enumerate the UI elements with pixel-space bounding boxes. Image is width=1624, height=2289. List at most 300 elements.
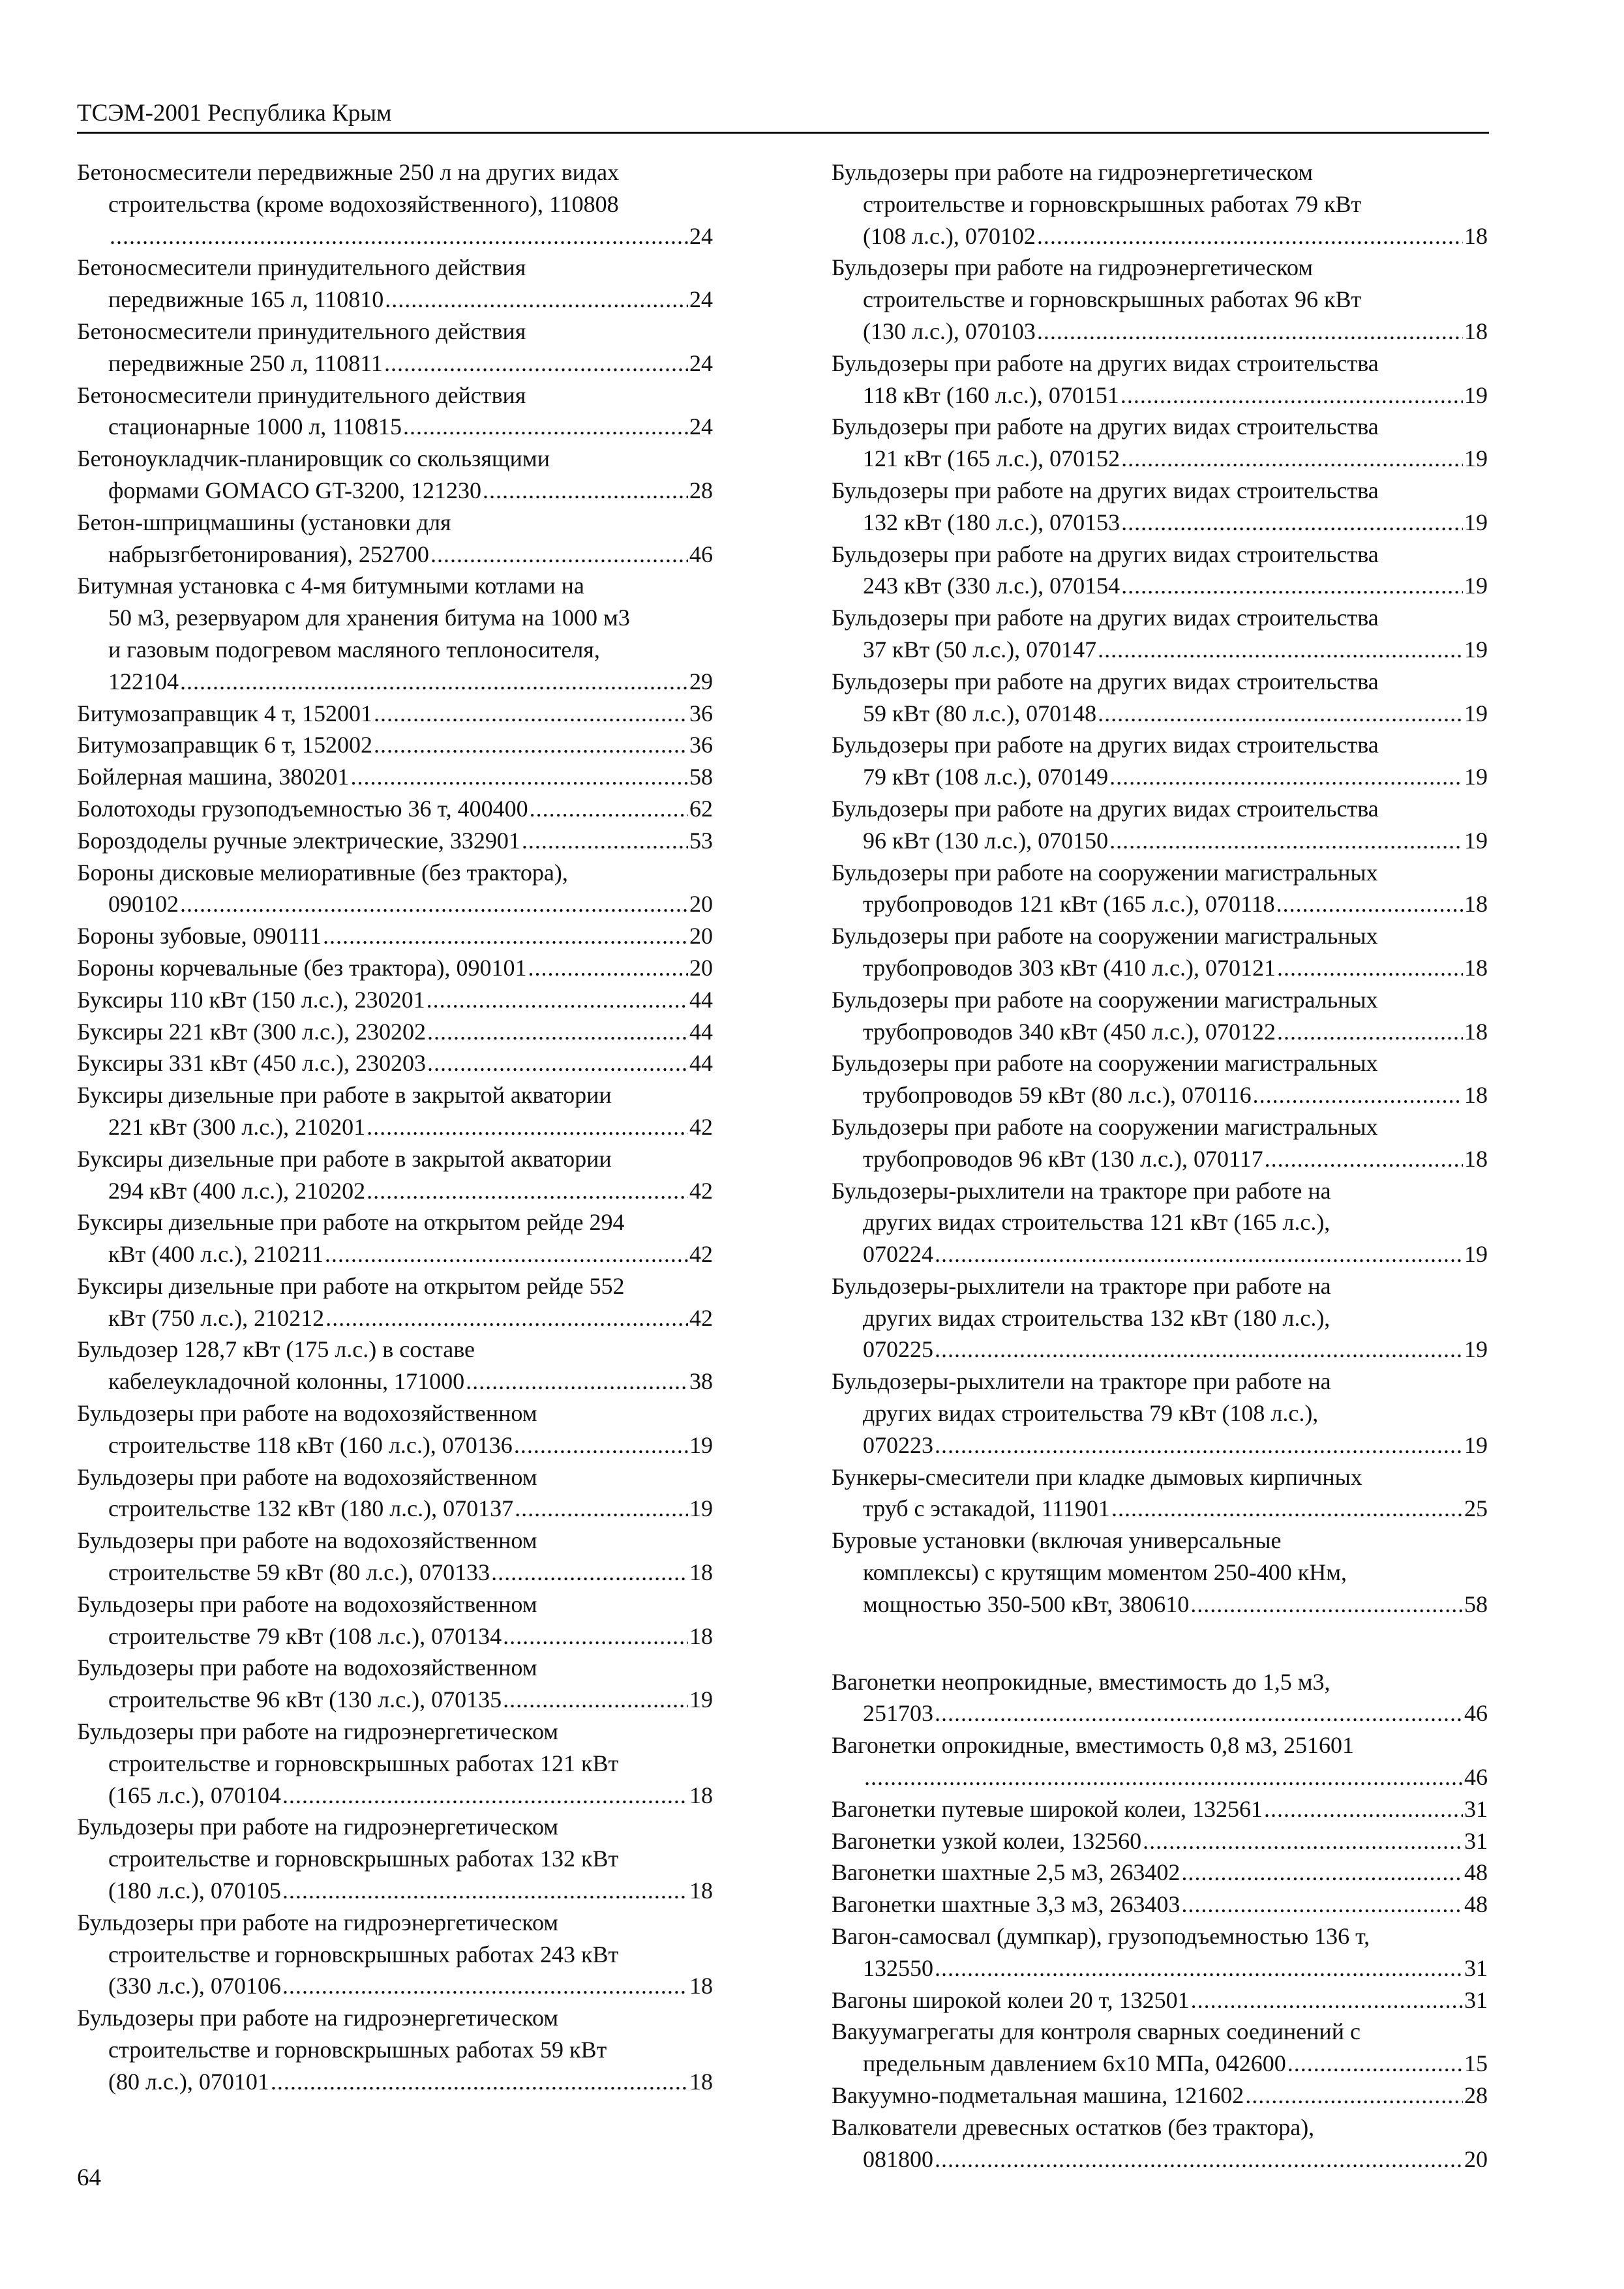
index-entry-last-line bbox=[832, 1589, 1488, 1621]
index-entry bbox=[77, 698, 713, 730]
index-entry-text: Вагон-самосвал (думпкар), грузоподъемностью 136 т, bbox=[832, 1923, 1370, 1950]
index-entry bbox=[77, 1143, 713, 1207]
dot-leader bbox=[483, 475, 688, 507]
dot-leader bbox=[935, 1429, 1463, 1461]
index-entry-text: Бульдозеры при работе на гидроэнергетическом bbox=[77, 1909, 559, 1936]
index-entry-last-line bbox=[77, 698, 713, 730]
index-entry-page: 28 bbox=[689, 477, 713, 503]
index-entry-text: других видах строительства 79 кВт (108 л.с.), bbox=[863, 1400, 1319, 1427]
index-entry bbox=[77, 1047, 713, 1079]
index-entry-text: и газовым подогревом масляного теплоносителя, bbox=[108, 636, 600, 663]
index-entry-text: Бульдозеры при работе на сооружении магистральных bbox=[832, 859, 1378, 886]
index-entry-text: (165 л.с.), 070104 bbox=[108, 1782, 281, 1808]
index-entry-page: 19 bbox=[1464, 636, 1488, 663]
index-entry-page: 18 bbox=[689, 1623, 713, 1649]
index-entry bbox=[77, 825, 713, 857]
dot-leader bbox=[1245, 2080, 1463, 2112]
index-entry bbox=[77, 952, 713, 984]
index-entry-page: 36 bbox=[689, 700, 713, 726]
index-entry bbox=[77, 570, 713, 697]
index-entry-text: Бульдозеры при работе на других видах строительства bbox=[832, 668, 1379, 695]
index-entry bbox=[77, 761, 713, 793]
index-entry-last-line bbox=[77, 348, 713, 380]
dot-leader bbox=[935, 1334, 1463, 1366]
index-entry-text: Буровые установки (включая универсальные bbox=[832, 1527, 1282, 1554]
dot-leader bbox=[935, 1238, 1463, 1270]
index-entry-text: 070224 bbox=[863, 1241, 933, 1268]
index-entry-last-line bbox=[77, 761, 713, 793]
index-entry-last-line bbox=[77, 1557, 713, 1589]
index-entry-page: 18 bbox=[1464, 222, 1488, 249]
index-entry-text: 090102 bbox=[108, 891, 179, 918]
index-entry-text: 070223 bbox=[863, 1431, 933, 1458]
index-entry-text: кабелеукладочной колонны, 171000 bbox=[108, 1368, 465, 1395]
index-entry bbox=[832, 475, 1488, 539]
index-entry-text: Бульдозеры при работе на водохозяйственном bbox=[77, 1654, 537, 1681]
index-entry-last-line bbox=[77, 284, 713, 316]
index-entry-text: 59 кВт (80 л.с.), 070148 bbox=[863, 700, 1097, 726]
index-entry-text: комплексы) с крутящим моментом 250-400 кНм, bbox=[863, 1559, 1347, 1586]
index-entry bbox=[832, 539, 1488, 603]
index-entry-page: 20 bbox=[1464, 2146, 1488, 2172]
index-entry-last-line bbox=[77, 220, 713, 252]
index-entry bbox=[832, 1825, 1488, 1857]
index-entry-text: Вагонетки путевые широкой колеи, 132561 bbox=[832, 1795, 1263, 1822]
index-entry-text: формами GOMACO GT-3200, 121230 bbox=[108, 477, 482, 503]
dot-leader bbox=[515, 1493, 688, 1525]
index-entry-text: Бульдозеры при работе на сооружении магистральных bbox=[832, 923, 1378, 950]
dot-leader bbox=[1121, 507, 1463, 539]
index-entry-text: Бульдозеры при работе на сооружении магистральных bbox=[832, 1113, 1378, 1140]
index-entry bbox=[832, 1921, 1488, 1984]
index-entry-text: трубопроводов 121 кВт (165 л.с.), 070118 bbox=[863, 891, 1275, 918]
index-entry-last-line bbox=[77, 475, 713, 507]
index-entry-text: Болотоходы грузоподъемностью 36 т, 400400 bbox=[77, 795, 528, 822]
index-entry-page: 19 bbox=[1464, 700, 1488, 726]
dot-leader bbox=[1111, 1493, 1463, 1525]
index-entry-page: 31 bbox=[1464, 1986, 1488, 2013]
page-number: 64 bbox=[77, 2164, 101, 2191]
index-entry-page: 15 bbox=[1464, 2050, 1488, 2077]
section-gap bbox=[832, 1621, 1488, 1666]
index-entry-last-line bbox=[77, 920, 713, 952]
index-entry-text: других видах строительства 121 кВт (165 л.с.), bbox=[863, 1209, 1331, 1236]
index-entry-page: 29 bbox=[689, 668, 713, 695]
index-entry-last-line bbox=[77, 793, 713, 825]
index-entry-text: Бульдозеры при работе на других видах строительства bbox=[832, 477, 1379, 503]
dot-leader bbox=[427, 1016, 688, 1048]
index-entry-text: Бульдозеры при работе на водохозяйственном bbox=[77, 1400, 537, 1427]
index-entry-last-line bbox=[832, 1493, 1488, 1525]
index-entry-text: Вагонетки узкой колеи, 132560 bbox=[832, 1827, 1142, 1854]
index-entry-page: 18 bbox=[1464, 1145, 1488, 1172]
index-entry-text: строительстве и горновскрышных работах 79 кВт bbox=[863, 190, 1362, 217]
dot-leader bbox=[522, 825, 688, 857]
index-entry-text: строительства (кроме водохозяйственного), 110808 bbox=[108, 190, 619, 217]
index-entry-text: Бульдозеры-рыхлители на тракторе при работе на bbox=[832, 1177, 1331, 1204]
index-entry bbox=[77, 793, 713, 825]
dot-leader bbox=[1121, 443, 1463, 475]
index-entry bbox=[832, 666, 1488, 730]
index-entry-text: Буксиры дизельные при работе на открытом рейде 294 bbox=[77, 1209, 625, 1236]
index-entry-text: передвижные 165 л, 110810 bbox=[108, 286, 384, 313]
index-entry-last-line bbox=[832, 1857, 1488, 1889]
dot-leader bbox=[430, 539, 688, 571]
index-entry-text: Буксиры 110 кВт (150 л.с.), 230201 bbox=[77, 986, 425, 1013]
index-entry-text: Вагонетки шахтные 2,5 м3, 263402 bbox=[832, 1859, 1180, 1886]
index-entry-last-line bbox=[832, 570, 1488, 602]
index-entry-last-line bbox=[832, 1698, 1488, 1729]
index-entry-text: (130 л.с.), 070103 bbox=[863, 318, 1036, 344]
index-entry-last-line bbox=[77, 1621, 713, 1653]
index-entry bbox=[77, 1270, 713, 1334]
index-entry-text: (80 л.с.), 070101 bbox=[108, 2068, 269, 2095]
dot-leader bbox=[282, 1875, 688, 1907]
index-entry-last-line bbox=[832, 316, 1488, 348]
index-entry-text: Бетоносмесители принудительного действия bbox=[77, 254, 526, 281]
index-entry-text: Буксиры 331 кВт (450 л.с.), 230203 bbox=[77, 1050, 426, 1077]
index-entry bbox=[832, 2112, 1488, 2176]
index-entry bbox=[832, 1889, 1488, 1921]
dot-leader bbox=[1277, 952, 1463, 984]
index-entry-text: Битумозаправщик 6 т, 152002 bbox=[77, 732, 372, 758]
index-entry bbox=[77, 380, 713, 443]
dot-leader bbox=[1037, 220, 1463, 252]
dot-leader bbox=[514, 1429, 688, 1461]
index-entry-text: строительстве 79 кВт (108 л.с.), 070134 bbox=[108, 1623, 502, 1649]
index-entry-text: 070225 bbox=[863, 1336, 933, 1363]
index-entry-text: кВт (400 л.с.), 210211 bbox=[108, 1241, 323, 1268]
index-entry-page: 28 bbox=[1464, 2082, 1488, 2109]
index-entry bbox=[77, 920, 713, 952]
dot-leader bbox=[374, 698, 688, 730]
index-entry-last-line bbox=[832, 443, 1488, 475]
index-entry-page: 42 bbox=[689, 1241, 713, 1268]
index-entry-text: Бульдозеры при работе на других видах строительства bbox=[832, 795, 1379, 822]
index-entry-page: 18 bbox=[1464, 954, 1488, 981]
index-entry-last-line bbox=[832, 1429, 1488, 1461]
index-entry-last-line bbox=[832, 1238, 1488, 1270]
dot-leader bbox=[367, 1111, 688, 1143]
index-entry-text: строительстве и горновскрышных работах 59 кВт bbox=[108, 2037, 607, 2063]
index-entry-text: Бульдозеры при работе на водохозяйственном bbox=[77, 1463, 537, 1490]
index-entry-page: 44 bbox=[689, 1050, 713, 1077]
dot-leader bbox=[503, 1621, 688, 1653]
index-entry-text: Бульдозеры при работе на гидроэнергетическом bbox=[77, 1814, 559, 1840]
index-entry-text: строительстве и горновскрышных работах 132 кВт bbox=[108, 1846, 619, 1872]
index-entry bbox=[77, 1461, 713, 1525]
index-entry-text: 122104 bbox=[108, 668, 179, 695]
index-entry bbox=[832, 1270, 1488, 1366]
dot-leader bbox=[1121, 570, 1463, 602]
index-entry-last-line bbox=[77, 984, 713, 1016]
index-entry-last-line bbox=[832, 2048, 1488, 2080]
index-entry-last-line bbox=[77, 539, 713, 571]
index-entry-page: 31 bbox=[1464, 1795, 1488, 1822]
index-entry-text: Вагоны широкой колеи 20 т, 132501 bbox=[832, 1986, 1190, 2013]
index-entry bbox=[77, 1652, 713, 1716]
index-entry bbox=[832, 2016, 1488, 2080]
index-entry-text: строительстве 59 кВт (80 л.с.), 070133 bbox=[108, 1559, 490, 1586]
index-entry-last-line bbox=[832, 1079, 1488, 1111]
dot-leader bbox=[427, 984, 688, 1016]
index-entry bbox=[77, 1811, 713, 1906]
index-entry-page: 20 bbox=[689, 891, 713, 918]
index-entry-page: 19 bbox=[689, 1686, 713, 1713]
index-entry-page: 18 bbox=[689, 1973, 713, 1999]
index-entry-page: 19 bbox=[1464, 1336, 1488, 1363]
index-entry-last-line bbox=[77, 2066, 713, 2098]
dot-leader bbox=[1143, 1825, 1463, 1857]
dot-leader bbox=[1037, 316, 1463, 348]
index-entry-last-line bbox=[832, 634, 1488, 666]
dot-leader bbox=[1181, 1889, 1463, 1921]
index-entry-page: 58 bbox=[1464, 1591, 1488, 1617]
index-entry-page: 19 bbox=[1464, 1431, 1488, 1458]
index-entry-last-line bbox=[77, 411, 713, 443]
index-entry-text: Бороздоделы ручные электрические, 332901 bbox=[77, 827, 520, 854]
index-entry bbox=[832, 920, 1488, 984]
dot-leader bbox=[323, 920, 688, 952]
index-entry-text: Бороны зубовые, 090111 bbox=[77, 923, 322, 950]
index-entry-text: 081800 bbox=[863, 2146, 933, 2172]
dot-leader bbox=[1120, 380, 1463, 411]
index-entry-text: (330 л.с.), 070106 bbox=[108, 1973, 281, 1999]
index-entry-text: трубопроводов 340 кВт (450 л.с.), 070122 bbox=[863, 1018, 1276, 1045]
index-entry-last-line bbox=[77, 952, 713, 984]
index-entry-page: 24 bbox=[689, 350, 713, 376]
index-entry-text: трубопроводов 59 кВт (80 л.с.), 070116 bbox=[863, 1082, 1252, 1109]
index-entry-text: набрызгбетонирования), 252700 bbox=[108, 541, 429, 567]
index-entry-last-line bbox=[77, 1016, 713, 1048]
dot-leader bbox=[282, 1780, 688, 1812]
dot-leader bbox=[110, 220, 688, 252]
index-entry-text: Бункеры-смесители при кладке дымовых кирпичных bbox=[832, 1463, 1362, 1490]
dot-leader bbox=[384, 348, 688, 380]
index-entry-last-line bbox=[77, 666, 713, 698]
index-entry-text: Бульдозеры при работе на сооружении магистральных bbox=[832, 1050, 1378, 1077]
index-entry-last-line bbox=[832, 698, 1488, 730]
dot-leader bbox=[374, 729, 688, 761]
dot-leader bbox=[350, 761, 688, 793]
index-entry-page: 46 bbox=[689, 541, 713, 567]
index-entry-text: Вагонетки шахтные 3,3 м3, 263403 bbox=[832, 1891, 1180, 1918]
index-entry-page: 58 bbox=[689, 764, 713, 790]
index-entry-page: 19 bbox=[1464, 573, 1488, 599]
index-entry-text: Бетон-шприцмашины (установки для bbox=[77, 509, 451, 535]
index-entry bbox=[77, 252, 713, 316]
index-entry bbox=[77, 507, 713, 571]
dot-leader bbox=[1098, 698, 1463, 730]
index-entry-page: 24 bbox=[689, 222, 713, 249]
dot-leader bbox=[180, 666, 688, 698]
index-entry-text: Бетоносмесители передвижные 250 л на других видах bbox=[77, 159, 620, 185]
dot-leader bbox=[1109, 761, 1463, 793]
dot-leader bbox=[325, 1238, 688, 1270]
index-entry-text: 118 кВт (160 л.с.), 070151 bbox=[863, 382, 1119, 408]
index-entry bbox=[832, 348, 1488, 411]
index-column-right bbox=[832, 157, 1488, 2175]
index-entry-text: 96 кВт (130 л.с.), 070150 bbox=[863, 827, 1109, 854]
index-entry-last-line bbox=[77, 1366, 713, 1398]
dot-leader bbox=[180, 888, 688, 920]
index-entry-page: 19 bbox=[1464, 445, 1488, 472]
index-entry-text: трубопроводов 303 кВт (410 л.с.), 070121 bbox=[863, 954, 1276, 981]
index-entry-text: 132550 bbox=[863, 1954, 933, 1981]
dot-leader bbox=[1276, 888, 1463, 920]
dot-leader bbox=[1253, 1079, 1463, 1111]
index-entry-last-line bbox=[832, 2144, 1488, 2176]
index-entry-text: Бульдозеры при работе на водохозяйственном bbox=[77, 1591, 537, 1617]
index-entry bbox=[77, 984, 713, 1016]
index-entry-page: 19 bbox=[1464, 382, 1488, 408]
dot-leader bbox=[427, 1047, 688, 1079]
index-entry bbox=[832, 1857, 1488, 1889]
index-entry-text: Бульдозеры-рыхлители на тракторе при работе на bbox=[832, 1368, 1331, 1395]
index-entry bbox=[832, 1793, 1488, 1825]
index-entry-last-line bbox=[77, 888, 713, 920]
index-entry-text: Бороны дисковые мелиоративные (без трактора), bbox=[77, 859, 568, 886]
index-entry-text: строительстве и горновскрышных работах 243 кВт bbox=[108, 1941, 619, 1967]
dot-leader bbox=[403, 411, 688, 443]
index-entry-page: 46 bbox=[1464, 1700, 1488, 1727]
index-entry-text: строительстве 118 кВт (160 л.с.), 070136 bbox=[108, 1431, 513, 1458]
index-entry bbox=[77, 1398, 713, 1461]
dot-leader bbox=[466, 1366, 688, 1398]
index-entry-text: 243 кВт (330 л.с.), 070154 bbox=[863, 573, 1120, 599]
index-entry-text: Бетоноукладчик-планировщик со скользящими bbox=[77, 445, 550, 472]
index-entry bbox=[77, 729, 713, 761]
index-entry bbox=[832, 1525, 1488, 1620]
dot-leader bbox=[1109, 825, 1463, 857]
index-entry-last-line bbox=[832, 825, 1488, 857]
dot-leader bbox=[491, 1557, 688, 1589]
index-entry-page: 24 bbox=[689, 413, 713, 440]
index-entry bbox=[77, 2002, 713, 2097]
index-entry-last-line bbox=[77, 1970, 713, 2002]
index-entry-page: 48 bbox=[1464, 1891, 1488, 1918]
index-entry bbox=[77, 1589, 713, 1653]
index-entry-last-line bbox=[832, 1825, 1488, 1857]
index-entry-text: 221 кВт (300 л.с.), 210201 bbox=[108, 1113, 366, 1140]
dot-leader bbox=[1265, 1143, 1463, 1175]
index-entry-page: 19 bbox=[689, 1431, 713, 1458]
index-entry-last-line bbox=[832, 1143, 1488, 1175]
index-entry-text: Буксиры дизельные при работе в закрытой акватории bbox=[77, 1082, 612, 1109]
index-entry-text: 50 м3, резервуаром для хранения битума на 1000 м3 bbox=[108, 605, 630, 631]
index-entry-text: Бойлерная машина, 380201 bbox=[77, 764, 350, 790]
index-entry-text: Бетоносмесители принудительного действия bbox=[77, 382, 526, 408]
index-entry-last-line bbox=[832, 1016, 1488, 1048]
index-entry-last-line bbox=[832, 1952, 1488, 1984]
dot-leader bbox=[1098, 634, 1463, 666]
dot-leader bbox=[271, 2066, 688, 2098]
index-entry-page: 19 bbox=[1464, 764, 1488, 790]
index-entry-page: 31 bbox=[1464, 1827, 1488, 1854]
dot-leader bbox=[935, 1698, 1463, 1729]
index-entry-text: Бульдозеры при работе на гидроэнергетическом bbox=[832, 159, 1314, 185]
index-entry-text: Бульдозеры при работе на других видах строительства bbox=[832, 413, 1379, 440]
index-entry-text: Бульдозеры при работе на гидроэнергетическом bbox=[77, 2005, 559, 2031]
index-entry-last-line bbox=[77, 729, 713, 761]
index-entry-text: 121 кВт (165 л.с.), 070152 bbox=[863, 445, 1120, 472]
index-entry-page: 18 bbox=[1464, 891, 1488, 918]
index-entry bbox=[832, 1047, 1488, 1111]
index-entry-text: Валкователи древесных остатков (без трактора), bbox=[832, 2114, 1315, 2140]
index-entry-last-line bbox=[77, 1047, 713, 1079]
index-entry-text: предельным давлением 6x10 МПа, 042600 bbox=[863, 2050, 1286, 2077]
index-entry-last-line bbox=[832, 380, 1488, 411]
index-entry-text: Вакуумагрегаты для контроля сварных соединений с bbox=[832, 2018, 1361, 2045]
index-entry-last-line bbox=[77, 1175, 713, 1207]
index-entry bbox=[832, 729, 1488, 793]
index-entry-text: 132 кВт (180 л.с.), 070153 bbox=[863, 509, 1120, 535]
index-entry-text: строительстве и горновскрышных работах 96 кВт bbox=[863, 286, 1362, 313]
index-entry-last-line bbox=[77, 825, 713, 857]
index-entry bbox=[832, 2080, 1488, 2112]
index-entry-text: 251703 bbox=[863, 1700, 933, 1727]
index-entry bbox=[77, 1716, 713, 1811]
index-entry-text: Бороны корчевальные (без трактора), 090101 bbox=[77, 954, 527, 981]
index-entry-last-line bbox=[77, 1238, 713, 1270]
index-entry-page: 19 bbox=[1464, 509, 1488, 535]
index-entry-text: Вагонетки опрокидные, вместимость 0,8 м3, 251601 bbox=[832, 1732, 1354, 1759]
dot-leader bbox=[1191, 1984, 1463, 2016]
index-entry-last-line bbox=[77, 1493, 713, 1525]
index-entry bbox=[832, 1366, 1488, 1461]
dot-leader bbox=[1264, 1793, 1463, 1825]
index-entry bbox=[832, 252, 1488, 347]
index-entry-text: Битумная установка с 4-мя битумными котлами на bbox=[77, 573, 584, 599]
index-entry-page: 18 bbox=[689, 1878, 713, 1904]
index-entry-last-line bbox=[832, 761, 1488, 793]
index-entry-text: строительстве и горновскрышных работах 121 кВт bbox=[108, 1750, 619, 1776]
page-header bbox=[77, 95, 1489, 134]
index-entry-page: 18 bbox=[1464, 1082, 1488, 1109]
index-entry-page: 44 bbox=[689, 986, 713, 1013]
index-entry bbox=[832, 157, 1488, 252]
index-entry-page: 53 bbox=[689, 827, 713, 854]
index-entry bbox=[77, 316, 713, 380]
index-entry-last-line bbox=[832, 507, 1488, 539]
dot-leader bbox=[864, 1761, 1463, 1793]
dot-leader bbox=[325, 1302, 688, 1334]
index-entry-page: 36 bbox=[689, 732, 713, 758]
index-entry-text: 294 кВт (400 л.с.), 210202 bbox=[108, 1177, 366, 1204]
index-entry-page: 19 bbox=[1464, 1241, 1488, 1268]
index-entry-page: 46 bbox=[1464, 1764, 1488, 1791]
index-entry-page: 62 bbox=[689, 795, 713, 822]
index-entry-page: 38 bbox=[689, 1368, 713, 1395]
index-entry-text: (180 л.с.), 070105 bbox=[108, 1878, 281, 1904]
index-entry-text: Бульдозеры при работе на гидроэнергетическом bbox=[77, 1718, 559, 1745]
index-entry-text: (108 л.с.), 070102 bbox=[863, 222, 1036, 249]
index-entry-page: 20 bbox=[689, 954, 713, 981]
index-entry-page: 24 bbox=[689, 286, 713, 313]
index-entry-page: 48 bbox=[1464, 1859, 1488, 1886]
index-entry-text: Бульдозеры при работе на сооружении магистральных bbox=[832, 986, 1378, 1013]
index-entry-text: Буксиры дизельные при работе в закрытой акватории bbox=[77, 1145, 612, 1172]
index-entry bbox=[832, 602, 1488, 666]
index-entry-text: Бульдозеры при работе на других видах строительства bbox=[832, 350, 1379, 376]
index-entry-page: 18 bbox=[689, 1782, 713, 1808]
index-entry-text: Битумозаправщик 4 т, 152001 bbox=[77, 700, 372, 726]
index-entry-text: кВт (750 л.с.), 210212 bbox=[108, 1304, 325, 1331]
index-entry-text: Вагонетки неопрокидные, вместимость до 1,5 м3, bbox=[832, 1668, 1331, 1695]
index-entry bbox=[832, 857, 1488, 921]
dot-leader bbox=[1287, 2048, 1463, 2080]
index-entry bbox=[77, 1079, 713, 1143]
